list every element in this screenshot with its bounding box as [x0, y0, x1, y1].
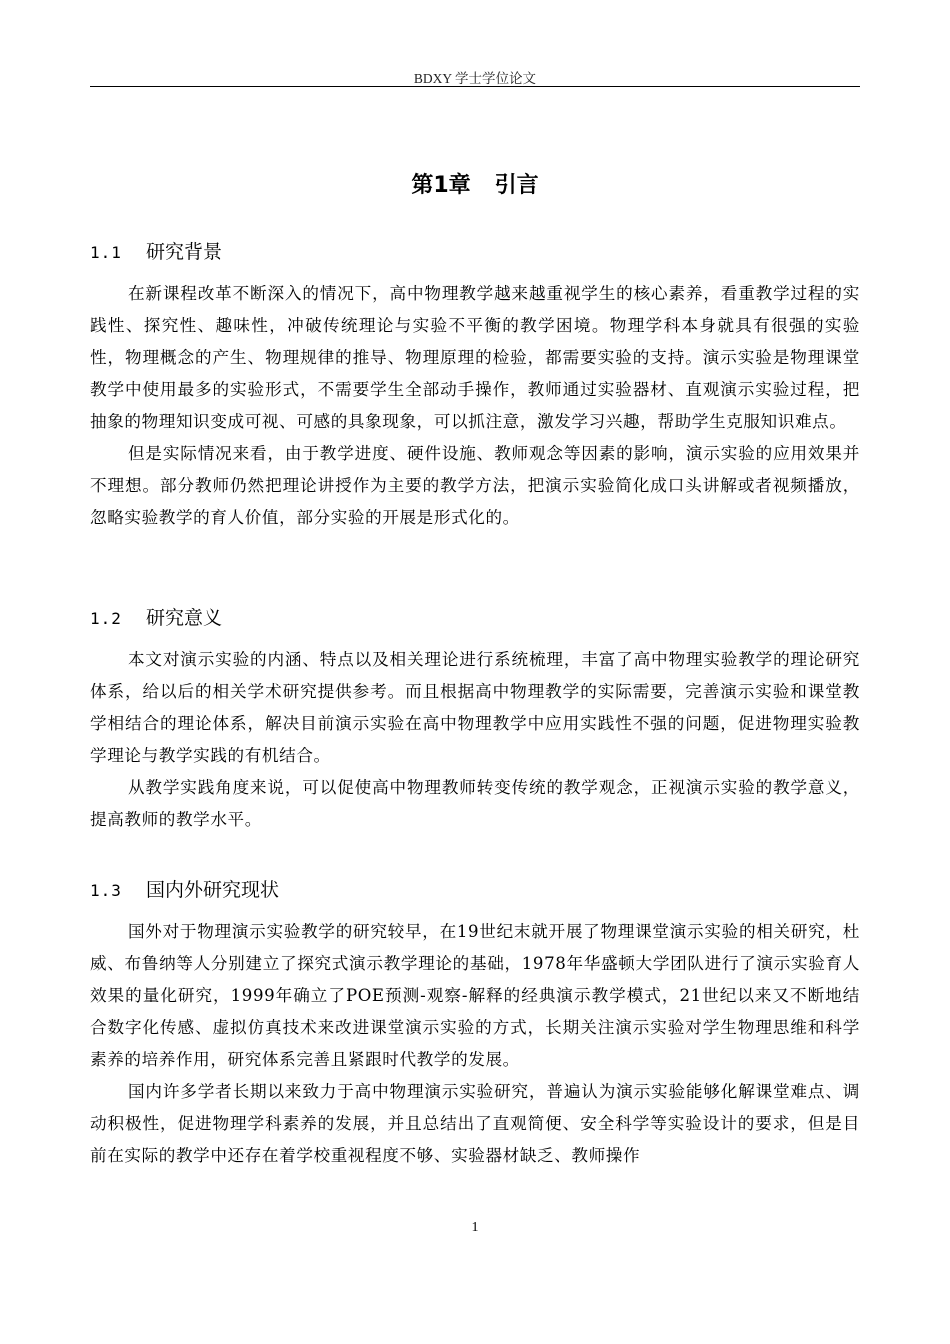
section-title: 国内外研究现状: [146, 879, 280, 901]
section-title: 研究背景: [146, 241, 223, 263]
section-number: 1.3: [90, 881, 122, 900]
running-header: BDXY 学士学位论文: [413, 71, 537, 86]
section-number: 1.2: [90, 609, 122, 628]
section-heading: [90, 876, 860, 904]
section-heading: [90, 238, 860, 266]
page-number: 1: [471, 1220, 479, 1235]
paragraph: 国外对于物理演示实验教学的研究较早，在19世纪末就开展了物理课堂演示实验的相关研究，杜威、布鲁纳等人分别建立了探究式演示教学理论的基础，1978年华盛顿大学团队进行了演示实验育人效果的量化研究，1999年确立了POE预测-观察-解释的经典演示教学模式，21世纪以来又不断地结合数字化传感、虚拟仿真技术来改进课堂演示实验的方式，长期关注演示实验对学生物理思维和科学素养的培养作用，研究体系完善且紧跟时代教学的发展。: [90, 922, 860, 1069]
chapter-name: 引言: [494, 173, 539, 198]
section-number: 1.1: [90, 243, 122, 262]
section-1-3: [90, 876, 860, 1172]
chapter-number: 第1章: [411, 173, 471, 198]
paragraph: 国内许多学者长期以来致力于高中物理演示实验研究，普遍认为演示实验能够化解课堂难点、调动积极性，促进物理学科素养的发展，并且总结出了直观简便、安全科学等实验设计的要求，但是目前在实际的教学中还存在着学校重视程度不够、实验器材缺乏、教师操作: [90, 1082, 860, 1165]
paragraph: 但是实际情况来看，由于教学进度、硬件设施、教师观念等因素的影响，演示实验的应用效果并不理想。部分教师仍然把理论讲授作为主要的教学方法，把演示实验简化成口头讲解或者视频播放，忽略实验教学的育人价值，部分实验的开展是形式化的。: [90, 444, 860, 527]
chapter-title: [90, 168, 860, 199]
section-1-1: [90, 238, 860, 534]
section-1-2: [90, 604, 860, 836]
header-rule: [90, 86, 860, 87]
paragraph: 从教学实践角度来说，可以促使高中物理教师转变传统的教学观念，正视演示实验的教学意义，提高教师的教学水平。: [90, 778, 860, 829]
paragraph: 在新课程改革不断深入的情况下，高中物理教学越来越重视学生的核心素养，看重教学过程的实践性、探究性、趣味性，冲破传统理论与实验不平衡的教学困境。物理学科本身就具有很强的实验性，物理概念的产生、物理规律的推导、物理原理的检验，都需要实验的支持。演示实验是物理课堂教学中使用最多的实验形式，不需要学生全部动手操作，教师通过实验器材、直观演示实验过程，把抽象的物理知识变成可视、可感的具象现象，可以抓注意，激发学习兴趣，帮助学生克服知识难点。: [90, 284, 860, 431]
section-title: 研究意义: [146, 607, 223, 629]
section-heading: [90, 604, 860, 632]
paragraph: 本文对演示实验的内涵、特点以及相关理论进行系统梳理，丰富了高中物理实验教学的理论研究体系，给以后的相关学术研究提供参考。而且根据高中物理教学的实际需要，完善演示实验和课堂教学相结合的理论体系，解决目前演示实验在高中物理教学中应用实践性不强的问题，促进物理实验教学理论与教学实践的有机结合。: [90, 650, 860, 765]
